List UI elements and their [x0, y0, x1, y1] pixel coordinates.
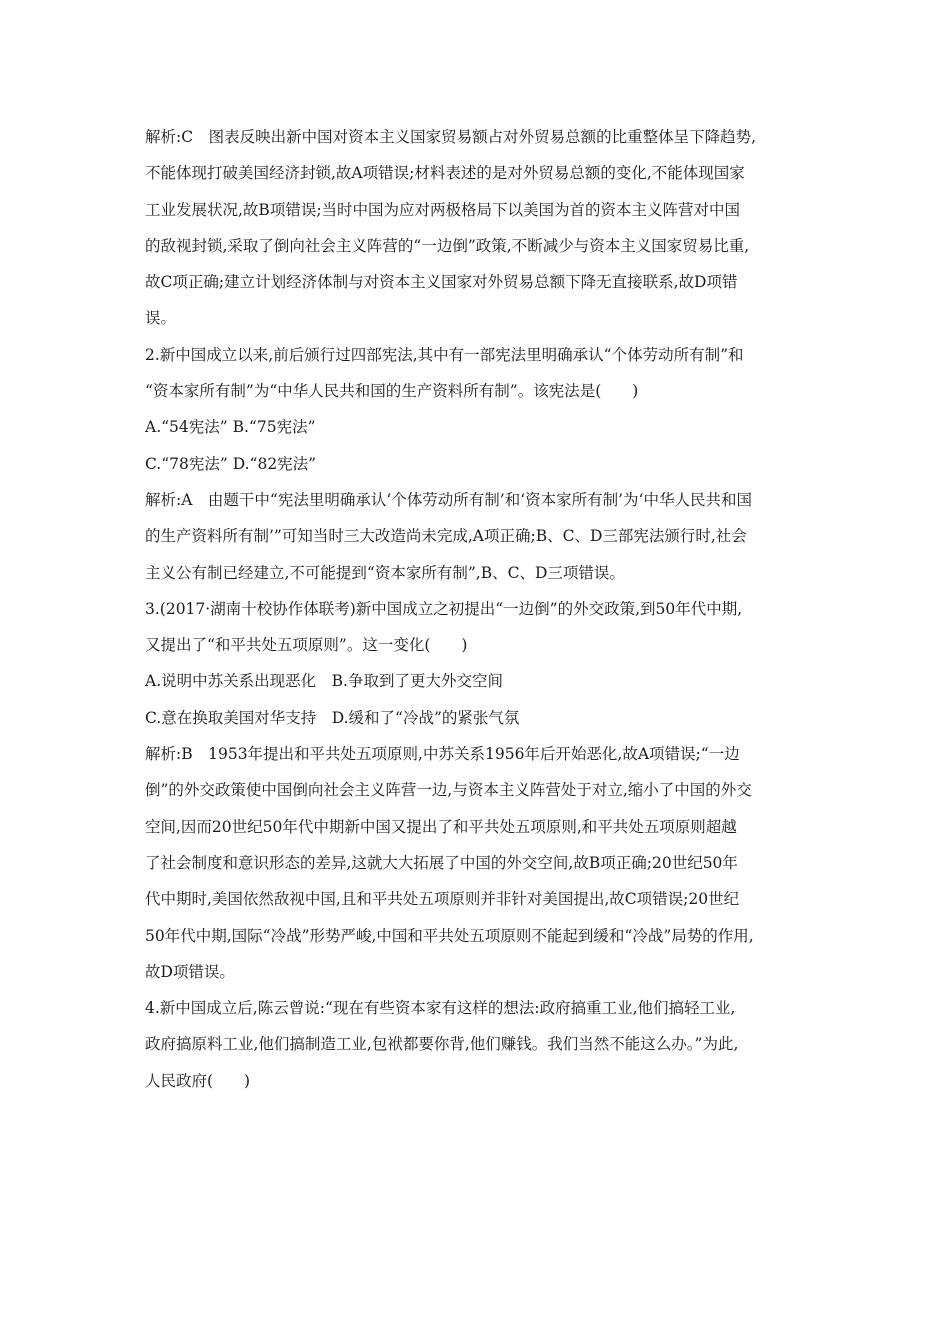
analysis-question-1 [145, 119, 810, 337]
text-line: 故C项正确;建立计划经济体制与对资本主义国家对外贸易总额下降无直接联系,故D项错 [145, 273, 738, 292]
text-line: 的生产资料所有制’”可知当时三大改造尚未完成,A项正确;B、C、D三部宪法颁行时,社会 [145, 527, 747, 546]
text-line: 解析:C 图表反映出新中国对资本主义国家贸易额占对外贸易总额的比重整体呈下降趋势, [145, 128, 757, 146]
text-line: 故D项错误。 [145, 962, 235, 981]
text-line: 代中期时,美国依然敌视中国,且和平共处五项原则并非针对美国提出,故C项错误;20世纪 [145, 890, 740, 909]
text-line: 空间,因而20世纪50年代中期新中国又提出了和平共处五项原则,和平共处五项原则超越 [145, 817, 737, 836]
analysis-question-2 [145, 482, 810, 591]
text-line: 主义公有制已经建立,不可能提到“资本家所有制”,B、C、D三项错误。 [145, 563, 625, 582]
question-2-stem [145, 337, 810, 410]
question-2-options [145, 409, 810, 482]
text-line: 3.(2017·湖南十校协作体联考)新中国成立之初提出“一边倒”的外交政策,到50年代中期, [145, 599, 743, 618]
option-line: A.说明中苏关系出现恶化 B.争取到了更大外交空间 [145, 672, 503, 691]
option-line: A.“54宪法” B.“75宪法” [145, 418, 316, 437]
text-line: 倒”的外交政策使中国倒向社会主义阵营一边,与资本主义阵营处于对立,缩小了中国的外交 [145, 781, 752, 800]
text-line: 人民政府( ) [145, 1071, 251, 1090]
text-line: 解析:A 由题干中“宪法里明确承认‘个体劳动所有制’和‘资本家所有制’为‘中华人民共和国 [145, 490, 752, 509]
question-4-stem [145, 990, 810, 1099]
text-line: 50年代中期,国际“冷战”形势严峻,中国和平共处五项原则不能起到缓和“冷战”局势的作用, [145, 926, 754, 945]
text-line: 政府搞原料工业,他们搞制造工业,包袱都要你背,他们赚钱。我们当然不能这么办。”为此, [145, 1035, 739, 1054]
question-3-stem [145, 591, 810, 664]
text-line: 不能体现打破美国经济封锁,故A项错误;材料表述的是对外贸易总额的变化,不能体现国家 [145, 164, 745, 183]
text-line: 了社会制度和意识形态的差异,这就大大拓展了中国的外交空间,故B项正确;20世纪50年 [145, 853, 738, 872]
option-line: C.“78宪法” D.“82宪法” [145, 454, 317, 473]
text-line: 解析:B 1953年提出和平共处五项原则,中苏关系1956年后开始恶化,故A项错误;“一边 [145, 745, 740, 764]
text-line: 误。 [145, 309, 177, 328]
text-line: 4.新中国成立后,陈云曾说:“现在有些资本家有这样的想法:政府搞重工业,他们搞轻工业, [145, 999, 736, 1018]
text-line: 又提出了“和平共处五项原则”。这一变化( ) [145, 636, 468, 655]
option-line: C.意在换取美国对华支持 D.缓和了“冷战”的紧张气氛 [145, 708, 520, 727]
text-line: 工业发展状况,故B项错误;当时中国为应对两极格局下以美国为首的资本主义阵营对中国 [145, 200, 741, 219]
question-3-options [145, 663, 810, 736]
document-page [145, 119, 810, 1099]
text-line: 的敌视封锁,采取了倒向社会主义阵营的“一边倒”政策,不断减少与资本主义国家贸易比重, [145, 236, 750, 255]
text-line: 2.新中国成立以来,前后颁行过四部宪法,其中有一部宪法里明确承认“个体劳动所有制”和 [145, 345, 744, 364]
analysis-question-3 [145, 736, 810, 990]
text-line: “资本家所有制”为“中华人民共和国的生产资料所有制”。该宪法是( ) [145, 382, 639, 401]
